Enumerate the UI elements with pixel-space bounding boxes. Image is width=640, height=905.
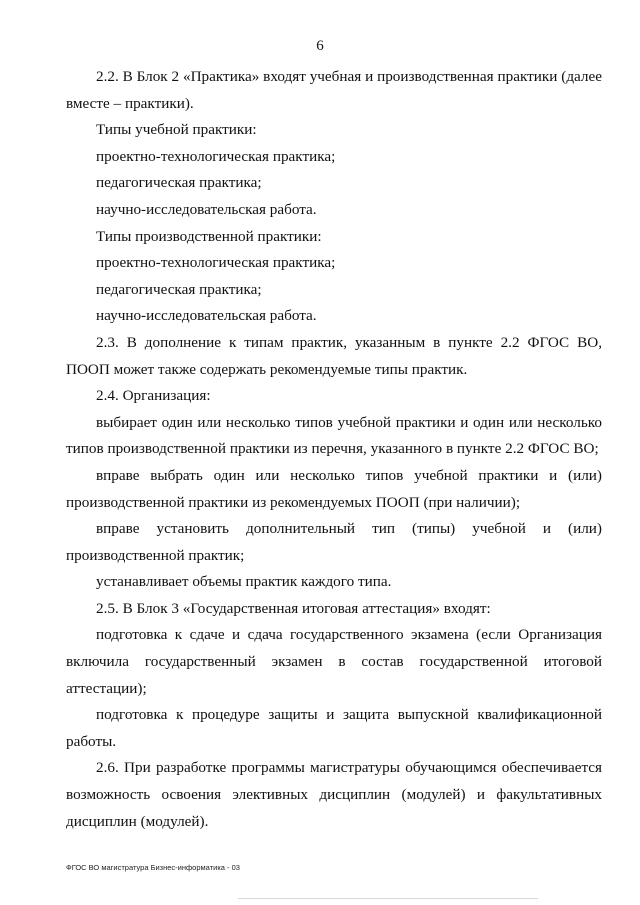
list-item: проектно-технологическая практика; xyxy=(96,147,336,165)
list-item: подготовка к процедуре защиты и защита выпускной квалификационной работы. xyxy=(66,706,602,750)
list-item: проектно-технологическая практика; xyxy=(96,254,336,272)
heading-production-practice-types: Типы производственной практики: xyxy=(96,227,322,245)
list-item: подготовка к сдаче и сдача государственного экзамена (если Организация включила государственный экзамен в состав государственной итоговой аттестации); xyxy=(66,626,602,697)
list-item: педагогическая практика; xyxy=(96,174,262,192)
list-item: устанавливает объемы практик каждого типа. xyxy=(96,573,392,591)
list-item: педагогическая практика; xyxy=(96,280,262,298)
page-body xyxy=(66,64,602,835)
paragraph-2-3: 2.3. В дополнение к типам практик, указанным в пункте 2.2 ФГОС ВО, ПООП может также содержать рекомендуемые типы практик. xyxy=(66,333,602,378)
scan-edge-divider xyxy=(238,898,538,899)
page-number: 6 xyxy=(316,38,324,54)
list-item: научно-исследовательская работа. xyxy=(96,307,317,325)
paragraph-2-6: 2.6. При разработке программы магистратуры обучающимся обеспечивается возможность освоения элективных дисциплин (модулей) и факультативных дисциплин (модулей). xyxy=(66,759,602,830)
list-item: вправе выбрать один или несколько типов учебной практики и (или) производственной практики из рекомендуемых ПООП (при наличии); xyxy=(66,466,602,511)
list-item: вправе установить дополнительный тип (типы) учебной и (или) производственной практик; xyxy=(66,520,602,564)
paragraph-2-5: 2.5. В Блок 3 «Государственная итоговая аттестация» входят: xyxy=(96,599,491,617)
list-item: научно-исследовательская работа. xyxy=(96,200,317,218)
list-item: выбирает один или несколько типов учебной практики и один или несколько типов производственной практики из перечня, указанного в пункте 2.2 ФГОС ВО; xyxy=(66,413,602,458)
paragraph-2-4: 2.4. Организация: xyxy=(96,387,211,405)
heading-educational-practice-types: Типы учебной практики: xyxy=(96,121,257,139)
page-footer: ФГОС ВО магистратура Бизнес-информатика - 03 xyxy=(66,863,240,872)
paragraph-2-2: 2.2. В Блок 2 «Практика» входят учебная и производственная практики (далее вместе – практики). xyxy=(66,68,602,112)
